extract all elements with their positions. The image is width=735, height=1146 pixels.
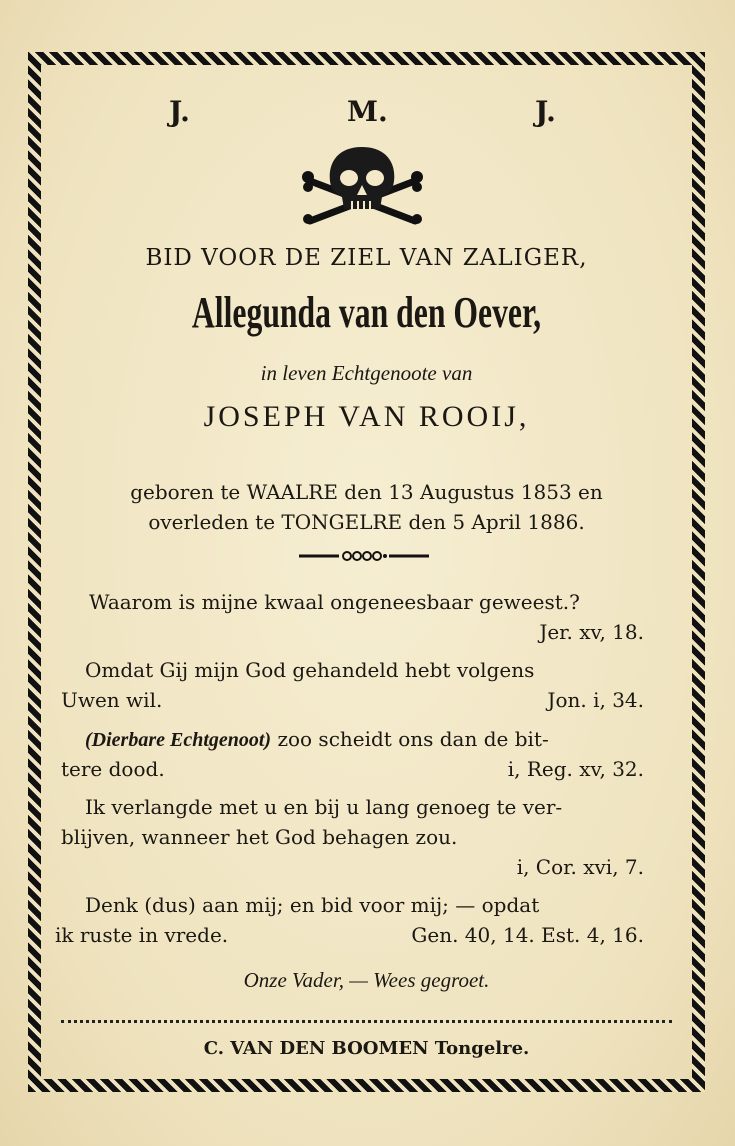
verse-2-line-1: Omdat Gij mijn God gehandeld hebt volgens [85,658,535,682]
verse-1-line-1: Waarom is mijne kwaal ongeneesbaar geweest.? [89,590,580,614]
card-content [41,65,692,1079]
death-line: overleden te TONGELRE den 5 April 1886. [148,510,585,534]
verse-3-line-2: tere dood. [61,757,165,781]
verse-4-line-1: Ik verlangde met u en bij u lang genoeg te ver- [85,795,563,819]
birth-line: geboren te WAALRE den 13 Augustus 1853 en [130,480,603,504]
verse-4-line-2: blijven, wanneer het God behagen zou. [61,825,458,849]
closing-prayer: Onze Vader, — Wees gegroet. [243,968,490,992]
verse-5-line-2: ik ruste in vrede. [55,923,229,947]
ornament-divider [299,549,429,563]
verse-2-line-2: Uwen wil. [61,688,163,712]
spouse-name: JOSEPH VAN ROOIJ, [203,400,530,433]
verse-1-ref: Jer. xv, 18. [539,620,644,644]
jmj-header [41,95,692,135]
verse-2-ref: Jon. i, 34. [547,688,644,712]
spouse-intro: in leven Echtgenoote van [260,361,473,385]
header-letter-j2: J. [535,95,556,128]
dotted-divider [61,1020,672,1023]
verse-3-rest: zoo scheidt ons dan de bit- [271,727,549,751]
verse-3-italic: (Dierbare Echtgenoot) [85,729,272,751]
skull-crossbones-icon [300,143,425,228]
header-letter-m: M. [347,95,388,128]
verse-3-line-1 [85,727,549,752]
verse-3-ref: i, Reg. xv, 32. [507,757,644,781]
deceased-name: Allegunda van den Oever, [191,288,542,337]
verse-5-ref: Gen. 40, 14. Est. 4, 16. [411,923,644,947]
printer-credit: C. VAN DEN BOOMEN Tongelre. [203,1038,530,1059]
verse-5-line-1: Denk (dus) aan mij; en bid voor mij; — opdat [85,893,540,917]
intro-line: BID VOOR DE ZIEL VAN ZALIGER, [145,245,588,271]
verse-4-ref: i, Cor. xvi, 7. [516,855,644,879]
header-letter-j: J. [169,95,190,128]
